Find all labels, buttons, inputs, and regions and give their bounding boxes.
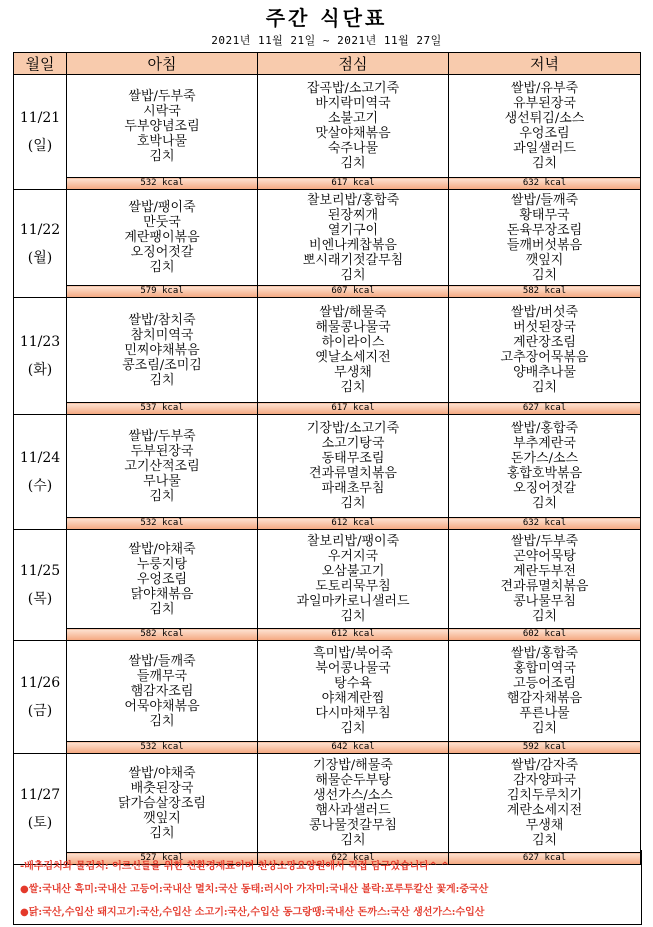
breakfast-item: 민찌야채볶음 [124, 342, 200, 358]
breakfast-item: 김치 [149, 713, 175, 729]
dinner-cell [449, 641, 641, 742]
day-weekday: (토) [27, 815, 53, 831]
kcal-value: 532 kcal [67, 178, 258, 190]
kcal-value: 612 kcal [258, 518, 449, 530]
breakfast-item: 콩조림/조미김 [122, 357, 202, 373]
kcal-value: 532 kcal [67, 518, 258, 530]
day-weekday: (금) [27, 703, 53, 719]
lunch-item: 파래초무침 [321, 481, 385, 496]
day-cell [14, 298, 67, 415]
day-weekday: (화) [27, 362, 53, 378]
dinner-item: 버섯된장국 [513, 320, 576, 335]
breakfast-cell [67, 415, 258, 518]
note-origin-meat: ●닭:국산,수입산 돼지고기:국산,수입산 소고기:국산,수입산 동그랑땡:국내산 돈까스:국산 생선가스:수입산 [20, 907, 485, 918]
notes-box [13, 850, 642, 925]
dinner-item: 김치 [531, 833, 558, 848]
dinner-cell [449, 190, 641, 286]
breakfast-item: 고기산적조림 [124, 458, 200, 474]
lunch-item: 비엔나케찹볶음 [309, 237, 397, 253]
dinner-item: 깻잎지 [525, 252, 564, 268]
breakfast-item: 두부된장국 [130, 443, 194, 459]
header-dinner: 저녁 [449, 53, 641, 75]
breakfast-item: 닭가슴살장조림 [118, 795, 206, 811]
date-range: 2021년 11월 21일 ~ 2021년 11월 27일 [211, 34, 442, 47]
dinner-item: 오징어젓갈 [513, 481, 576, 496]
lunch-item: 숙주나물 [327, 141, 379, 156]
breakfast-cell [67, 75, 258, 178]
kcal-value: 582 kcal [67, 629, 258, 641]
lunch-item: 기장밥/소고기죽 [306, 421, 400, 436]
day-row [14, 190, 641, 286]
day-row [14, 641, 641, 742]
breakfast-item: 쌀밥/야채죽 [128, 541, 196, 557]
lunch-item: 김치 [340, 721, 366, 736]
day-row [14, 415, 641, 518]
dinner-item: 쌀밥/들깨죽 [510, 192, 579, 208]
kcal-value: 532 kcal [67, 742, 258, 754]
lunch-item: 북어콩나물국 [315, 661, 391, 676]
lunch-item: 쌀밥/해물죽 [319, 305, 387, 320]
dinner-item: 쌀밥/홍합죽 [510, 646, 579, 661]
lunch-item: 김치 [340, 496, 366, 511]
day-date: 11/21 [19, 110, 61, 126]
lunch-item: 동태무조림 [321, 451, 385, 466]
dinner-item: 쌀밥/두부죽 [510, 534, 579, 549]
breakfast-item: 김치 [149, 148, 175, 164]
header-day: 월일 [14, 53, 67, 75]
lunch-item: 잡곡밥/소고기죽 [306, 81, 400, 96]
lunch-item: 견과류멸치볶음 [309, 466, 397, 481]
dinner-item: 김치 [531, 609, 558, 624]
day-row [14, 298, 641, 403]
breakfast-item: 배춧된장국 [130, 780, 194, 796]
day-date: 11/24 [19, 450, 61, 466]
breakfast-item: 쌀밥/두부죽 [128, 428, 196, 444]
lunch-item: 해물순두부탕 [315, 773, 391, 788]
dinner-item: 과일샐러드 [513, 141, 576, 156]
day-weekday: (일) [27, 138, 53, 154]
dinner-item: 김치 [531, 380, 558, 395]
day-cell [14, 641, 67, 754]
dinner-item: 푸른나물 [519, 706, 570, 721]
note-origin-seafood: ●쌀:국내산 흑미:국내산 고등어:국내산 멸치:국산 동태:러시아 가자미:국내산 볼락:포루투칼산 꽃게:중국산 [20, 884, 489, 895]
kcal-row [14, 742, 641, 754]
lunch-item: 하이라이스 [321, 335, 385, 350]
dinner-item: 황태무국 [519, 207, 570, 223]
kcal-row [14, 178, 641, 190]
breakfast-item: 누룽지탕 [136, 556, 188, 572]
lunch-item: 콩나물젓갈무침 [309, 818, 397, 833]
lunch-item: 오삼불고기 [321, 564, 385, 579]
lunch-item: 김치 [340, 267, 366, 283]
kcal-value: 622 kcal [258, 853, 449, 865]
lunch-cell [258, 530, 449, 629]
dinner-item: 고추장어묵볶음 [500, 350, 589, 365]
day-date: 11/23 [19, 334, 61, 350]
lunch-item: 다시마채무침 [315, 706, 391, 721]
dinner-cell [449, 754, 641, 853]
breakfast-cell [67, 754, 258, 853]
lunch-item: 된장찌개 [327, 207, 379, 223]
kcal-value: 607 kcal [258, 286, 449, 298]
dinner-item: 콩나물무침 [513, 594, 576, 609]
header-row [14, 53, 641, 75]
dinner-item: 홍합호박볶음 [506, 466, 583, 481]
dinner-item: 햄감자채볶음 [506, 691, 583, 706]
lunch-item: 무생채 [334, 365, 372, 380]
day-cell [14, 190, 67, 298]
kcal-value: 617 kcal [258, 178, 449, 190]
dinner-item: 양배추나물 [513, 365, 576, 380]
dinner-cell [449, 415, 641, 518]
breakfast-item: 쌀밥/들깨죽 [128, 653, 196, 669]
breakfast-cell [67, 530, 258, 629]
dinner-item: 김치두루치기 [506, 788, 583, 803]
lunch-item: 소불고기 [327, 111, 379, 126]
kcal-value: 627 kcal [449, 853, 641, 865]
lunch-cell [258, 75, 449, 178]
breakfast-item: 호박나물 [136, 133, 188, 149]
lunch-item: 탕수육 [334, 676, 372, 691]
kcal-row [14, 403, 641, 415]
lunch-item: 찰보리밥/홍합죽 [306, 192, 400, 208]
breakfast-item: 우엉조림 [136, 571, 188, 587]
dinner-item: 견과류멸치볶음 [500, 579, 589, 594]
breakfast-item: 참치미역국 [130, 327, 194, 343]
breakfast-cell [67, 190, 258, 286]
lunch-cell [258, 641, 449, 742]
day-row [14, 530, 641, 629]
dinner-item: 김치 [531, 721, 558, 736]
breakfast-item: 무나물 [143, 473, 181, 489]
dinner-item: 감자양파국 [513, 773, 576, 788]
dinner-item: 계란두부전 [513, 564, 576, 579]
day-date: 11/26 [19, 675, 61, 691]
dinner-cell [449, 530, 641, 629]
day-weekday: (수) [27, 478, 53, 494]
day-cell [14, 75, 67, 190]
day-cell [14, 754, 67, 865]
dinner-item: 홍합미역국 [513, 661, 576, 676]
breakfast-item: 쌀밥/팽이죽 [128, 200, 196, 215]
lunch-item: 바지락미역국 [315, 96, 391, 111]
kcal-value: 582 kcal [449, 286, 641, 298]
lunch-item: 과일마카로니샐러드 [296, 594, 410, 609]
lunch-item: 뽀시래기젓갈무침 [302, 252, 404, 268]
day-row [14, 75, 641, 178]
dinner-item: 들깨버섯볶음 [506, 237, 583, 253]
breakfast-item: 깻잎지 [143, 810, 181, 826]
dinner-item: 쌀밥/유부죽 [510, 81, 579, 96]
lunch-cell [258, 190, 449, 286]
breakfast-item: 김치 [149, 260, 175, 275]
dinner-item: 김치 [531, 496, 558, 511]
breakfast-item: 들깨무국 [136, 668, 188, 684]
breakfast-item: 김치 [149, 488, 175, 504]
dinner-item: 쌀밥/감자죽 [510, 758, 579, 773]
dinner-item: 고등어조림 [513, 676, 576, 691]
day-date: 11/25 [19, 563, 61, 579]
lunch-item: 찰보리밥/팽이죽 [306, 534, 400, 549]
breakfast-item: 쌀밥/두부죽 [128, 88, 196, 104]
breakfast-item: 김치 [149, 825, 175, 841]
lunch-item: 흑미밥/북어죽 [313, 646, 393, 661]
day-date: 11/22 [19, 221, 61, 238]
lunch-item: 생선가스/소스 [313, 788, 393, 803]
kcal-value: 612 kcal [258, 629, 449, 641]
day-date: 11/27 [19, 787, 61, 803]
lunch-cell [258, 754, 449, 853]
lunch-cell [258, 298, 449, 403]
lunch-item: 김치 [340, 156, 366, 171]
dinner-item: 쌀밥/홍합죽 [510, 421, 579, 436]
kcal-value: 642 kcal [258, 742, 449, 754]
dinner-item: 돈육무장조림 [506, 222, 583, 238]
dinner-item: 돈가스/소스 [510, 451, 579, 466]
breakfast-item: 오징어젓갈 [130, 245, 194, 260]
lunch-item: 옛날소세지전 [315, 350, 391, 365]
dinner-item: 계란장조림 [513, 335, 576, 350]
breakfast-item: 김치 [149, 601, 175, 617]
dinner-item: 쌀밥/버섯죽 [510, 305, 579, 320]
kcal-value: 632 kcal [449, 518, 641, 530]
kcal-row [14, 518, 641, 530]
kcal-value: 627 kcal [449, 403, 641, 415]
lunch-item: 맛살야채볶음 [315, 126, 391, 141]
dinner-item: 김치 [531, 267, 558, 283]
dinner-item: 부추계란국 [513, 436, 576, 451]
lunch-item: 해물콩나물국 [315, 320, 391, 335]
dinner-item: 무생채 [525, 818, 564, 833]
dinner-item: 생선튀김/소스 [504, 111, 585, 126]
dinner-item: 계란소세지전 [506, 803, 583, 818]
day-cell [14, 530, 67, 641]
kcal-value: 617 kcal [258, 403, 449, 415]
breakfast-cell [67, 298, 258, 403]
breakfast-item: 닭야채볶음 [130, 586, 194, 602]
header-lunch: 점심 [258, 53, 449, 75]
dinner-cell [449, 75, 641, 178]
dinner-item: 곤약어묵탕 [513, 549, 576, 564]
dinner-cell [449, 298, 641, 403]
lunch-item: 햄사과샐러드 [315, 803, 391, 818]
day-weekday: (월) [27, 249, 53, 266]
kcal-row [14, 286, 641, 298]
dinner-item: 우엉조림 [519, 126, 570, 141]
kcal-row [14, 629, 641, 641]
page-title: 주간 식단표 [265, 6, 388, 30]
lunch-item: 도토리묵무침 [315, 579, 391, 594]
breakfast-item: 김치 [149, 372, 175, 388]
lunch-item: 우거지국 [327, 549, 379, 564]
dinner-item: 유부된장국 [513, 96, 576, 111]
kcal-value: 579 kcal [67, 286, 258, 298]
kcal-value: 527 kcal [67, 853, 258, 865]
breakfast-cell [67, 641, 258, 742]
breakfast-item: 시락국 [143, 103, 181, 119]
header-breakfast: 아침 [67, 53, 258, 75]
kcal-value: 632 kcal [449, 178, 641, 190]
lunch-item: 야채계란찜 [321, 691, 385, 706]
day-cell [14, 415, 67, 530]
kcal-value: 592 kcal [449, 742, 641, 754]
lunch-item: 열기구이 [327, 222, 379, 238]
kcal-value: 537 kcal [67, 403, 258, 415]
kcal-value: 602 kcal [449, 629, 641, 641]
day-row [14, 754, 641, 853]
lunch-item: 기장밥/해물죽 [313, 758, 393, 773]
day-weekday: (목) [27, 591, 53, 607]
menu-table [13, 52, 641, 865]
note-kimchi: -배추김치와 물김치: 어르신들을 위한 친환경재료이며 천상소망요양원에서 직접 담구었습니다^ ^ [20, 861, 450, 872]
breakfast-item: 계란팽이볶음 [124, 230, 200, 245]
breakfast-item: 만둣국 [143, 215, 181, 230]
breakfast-item: 어묵야채볶음 [124, 698, 200, 714]
breakfast-item: 두부양념조림 [124, 118, 200, 134]
lunch-item: 소고기탕국 [321, 436, 385, 451]
lunch-item: 김치 [340, 609, 366, 624]
dinner-item: 김치 [531, 156, 558, 171]
breakfast-item: 쌀밥/참치죽 [128, 312, 196, 328]
lunch-item: 김치 [340, 380, 366, 395]
lunch-item: 김치 [340, 833, 366, 848]
breakfast-item: 햄감자조림 [130, 683, 194, 699]
lunch-cell [258, 415, 449, 518]
breakfast-item: 쌀밥/야채죽 [128, 765, 196, 781]
